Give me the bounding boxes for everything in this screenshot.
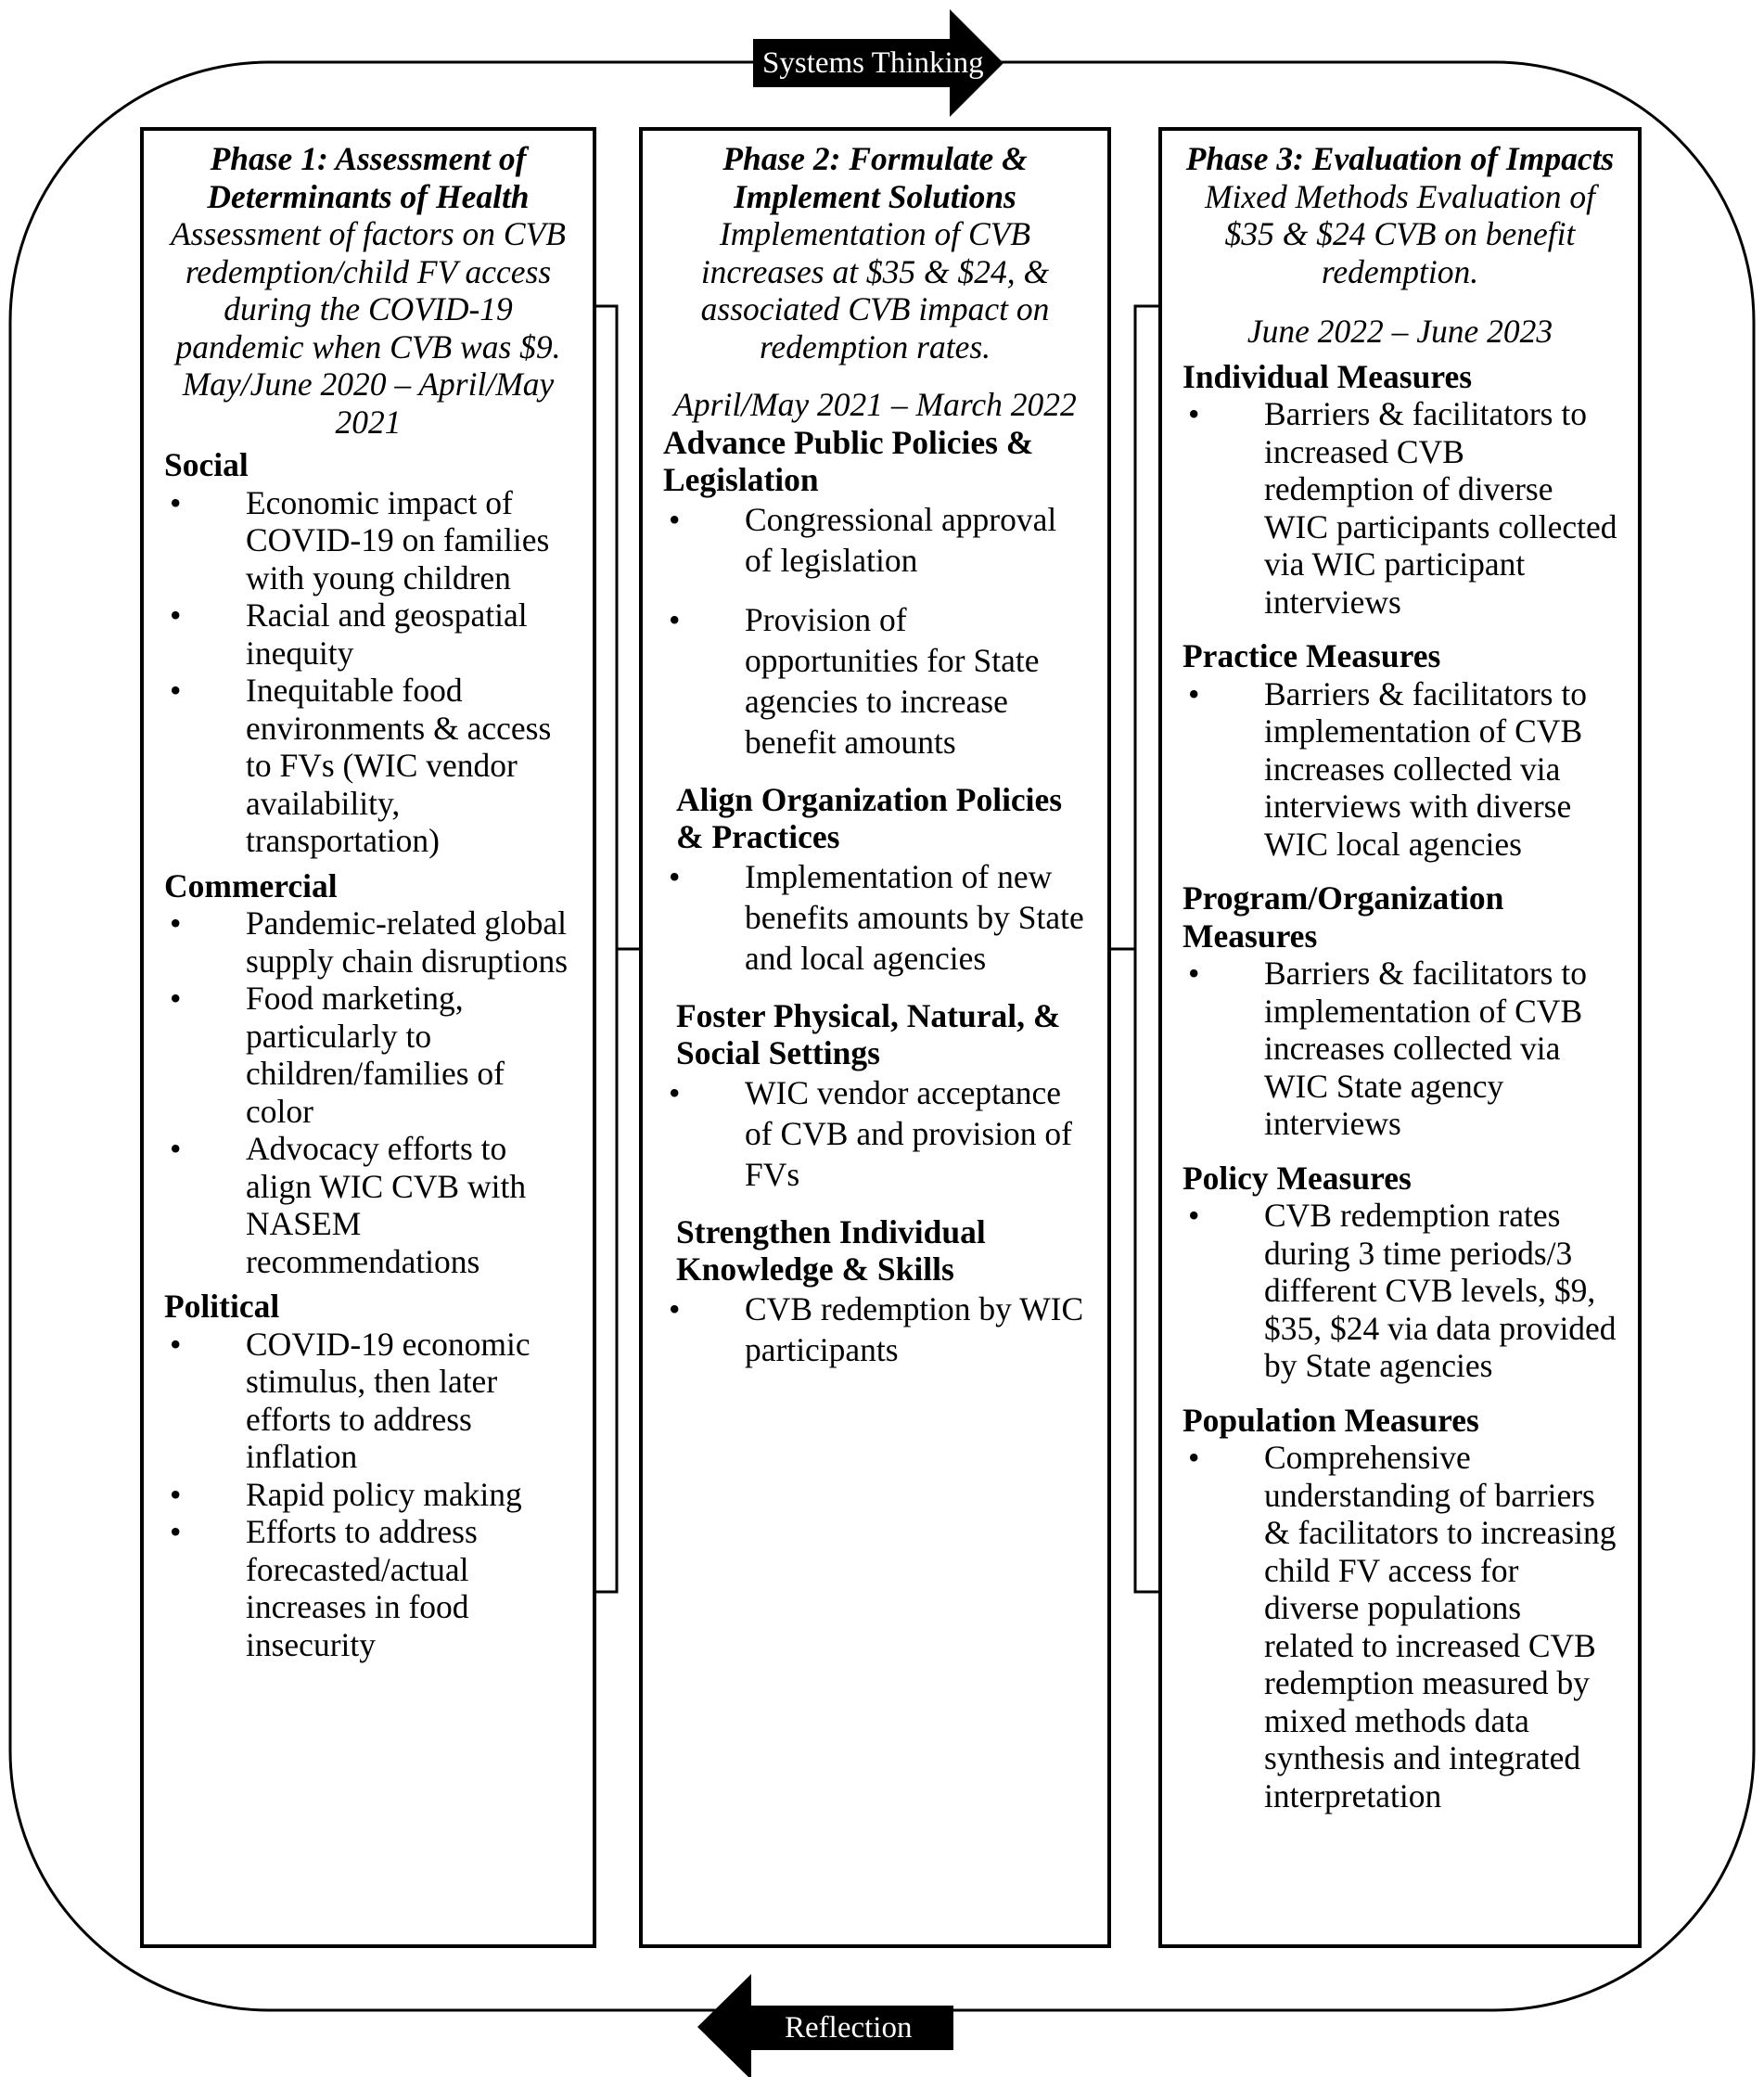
phase-1-date: May/June 2020 – April/May 2021 xyxy=(182,365,555,441)
phase-1-section-political: Political xyxy=(164,1288,280,1325)
phase-3-population-list xyxy=(1182,1439,1617,1814)
phase-1-political-list xyxy=(164,1326,572,1664)
phase-2-date: April/May 2021 – March 2022 xyxy=(673,386,1077,423)
list-item: • Barriers & facilitators to increased CVB redemption of diverse WIC participants collected via WIC participant interviews xyxy=(1188,395,1617,621)
bullet-icon: • xyxy=(669,600,681,638)
bullet-icon: • xyxy=(170,1513,182,1550)
bullet-icon: • xyxy=(170,596,182,634)
bullet-icon: • xyxy=(170,980,182,1017)
bullet-icon: • xyxy=(669,1289,681,1327)
phase-3-section-practice: Practice Measures xyxy=(1182,637,1441,674)
phase-2-box xyxy=(639,127,1111,1948)
list-item: • Inequitable food environments & access to FVs (WIC vendor availability, transportation) xyxy=(170,672,552,859)
list-item: • Barriers & facilitators to implementation of CVB increases collected via interviews with diverse WIC local agencies xyxy=(1188,674,1587,863)
bullet-icon: • xyxy=(669,1073,681,1111)
phase-3-date: June 2022 – June 2023 xyxy=(1246,313,1553,350)
phase-2-organization-policies-list xyxy=(663,856,1087,979)
phase-3-section-population: Population Measures xyxy=(1182,1401,1479,1439)
phase-2-description: Implementation of CVB increases at $35 & $24, & associated CVB impact on redemption rates. xyxy=(700,215,1050,365)
list-item: • Food marketing, particularly to children/families of color xyxy=(170,980,505,1130)
phase-1-social-list xyxy=(164,484,572,860)
phase-3-program-organization-list xyxy=(1182,955,1617,1143)
list-item: • Barriers & facilitators to implementation of CVB increases collected via WIC State agency interviews xyxy=(1188,955,1587,1142)
list-item: • Efforts to address forecasted/actual increases in food insecurity xyxy=(170,1513,478,1663)
list-item: • Advocacy efforts to align WIC CVB with NASEM recommendations xyxy=(170,1130,527,1280)
list-item: • Provision of opportunities for State agencies to increase benefit amounts xyxy=(669,600,1040,761)
systems-thinking-label: Systems Thinking xyxy=(762,46,984,80)
bullet-icon: • xyxy=(170,1475,182,1513)
list-item: • CVB redemption by WIC participants xyxy=(669,1289,1084,1368)
phase-3-box xyxy=(1158,127,1642,1948)
phase-2-title: Phase 2: Formulate & Implement Solutions xyxy=(722,140,1028,215)
bullet-icon: • xyxy=(1188,1439,1200,1476)
phase-2-settings-list xyxy=(663,1072,1087,1195)
list-item: • Implementation of new benefits amounts by State and local agencies xyxy=(669,857,1084,977)
bullet-icon: • xyxy=(1188,395,1200,432)
phase-2-knowledge-skills-list xyxy=(663,1289,1087,1370)
list-item: • CVB redemption rates during 3 time periods/3 different CVB levels, $9, $35, $24 via data provided by State agencies xyxy=(1188,1197,1617,1384)
phase-3-section-individual: Individual Measures xyxy=(1182,357,1473,395)
bullet-icon: • xyxy=(1188,1197,1200,1234)
phase-2-section-organization-policies: Align Organization Policies & Practices xyxy=(676,780,1063,855)
bullet-icon: • xyxy=(170,1130,182,1167)
bullet-icon: • xyxy=(170,904,182,942)
phase-2-section-knowledge-skills: Strengthen Individual Knowledge & Skills xyxy=(676,1212,986,1288)
phase-3-policy-list xyxy=(1182,1197,1617,1385)
list-item: • Rapid policy making xyxy=(170,1475,522,1513)
list-item: • Pandemic-related global supply chain disruptions xyxy=(170,904,569,980)
phase-1-commercial-list xyxy=(164,904,572,1280)
phase-1-title: Phase 1: Assessment of Determinants of Health xyxy=(207,140,530,215)
phase-3-practice-list xyxy=(1182,675,1617,864)
bullet-icon: • xyxy=(170,1325,182,1363)
list-item: • Comprehensive understanding of barriers & facilitators to increasing child FV access for diverse populations related to increased CVB redemption measured by mixed methods data synthesis and integrated interpretation xyxy=(1188,1439,1617,1814)
list-item: • Racial and geospatial inequity xyxy=(170,596,528,672)
list-item: • Economic impact of COVID-19 on families with young children xyxy=(170,483,550,596)
bullet-icon: • xyxy=(1188,955,1200,992)
list-item: • WIC vendor acceptance of CVB and provision of FVs xyxy=(669,1073,1073,1193)
phase-3-title: Phase 3: Evaluation of Impacts xyxy=(1185,140,1615,177)
phase-2-section-public-policies: Advance Public Policies & Legislation xyxy=(663,423,1034,498)
bullet-icon: • xyxy=(170,483,182,521)
phase-2-public-policies-list xyxy=(663,499,1087,763)
list-item: • COVID-19 economic stimulus, then later efforts to address inflation xyxy=(170,1325,530,1475)
bullet-icon: • xyxy=(170,672,182,709)
phase-1-box xyxy=(140,127,596,1948)
bullet-icon: • xyxy=(669,857,681,895)
phase-3-description: Mixed Methods Evaluation of $35 & $24 CVB on benefit redemption. xyxy=(1205,177,1595,290)
phase-2-section-settings: Foster Physical, Natural, & Social Settings xyxy=(676,996,1061,1071)
phase-3-section-program-organization: Program/Organization Measures xyxy=(1182,879,1504,955)
reflection-label: Reflection xyxy=(785,2011,913,2045)
connector-bracket-1-2 xyxy=(596,306,639,1592)
phase-1-section-commercial: Commercial xyxy=(164,866,338,904)
phase-1-description: Assessment of factors on CVB redemption/child FV access during the COVID-19 pandemic when CVB was $9. xyxy=(171,215,566,365)
phase-1-section-social: Social xyxy=(164,446,249,483)
connector-bracket-2-3 xyxy=(1111,306,1158,1592)
list-item: • Congressional approval of legislation xyxy=(669,500,1057,579)
phase-3-individual-list xyxy=(1182,395,1617,621)
bullet-icon: • xyxy=(1188,674,1200,712)
bullet-icon: • xyxy=(669,500,681,538)
phase-3-section-policy: Policy Measures xyxy=(1182,1159,1412,1197)
